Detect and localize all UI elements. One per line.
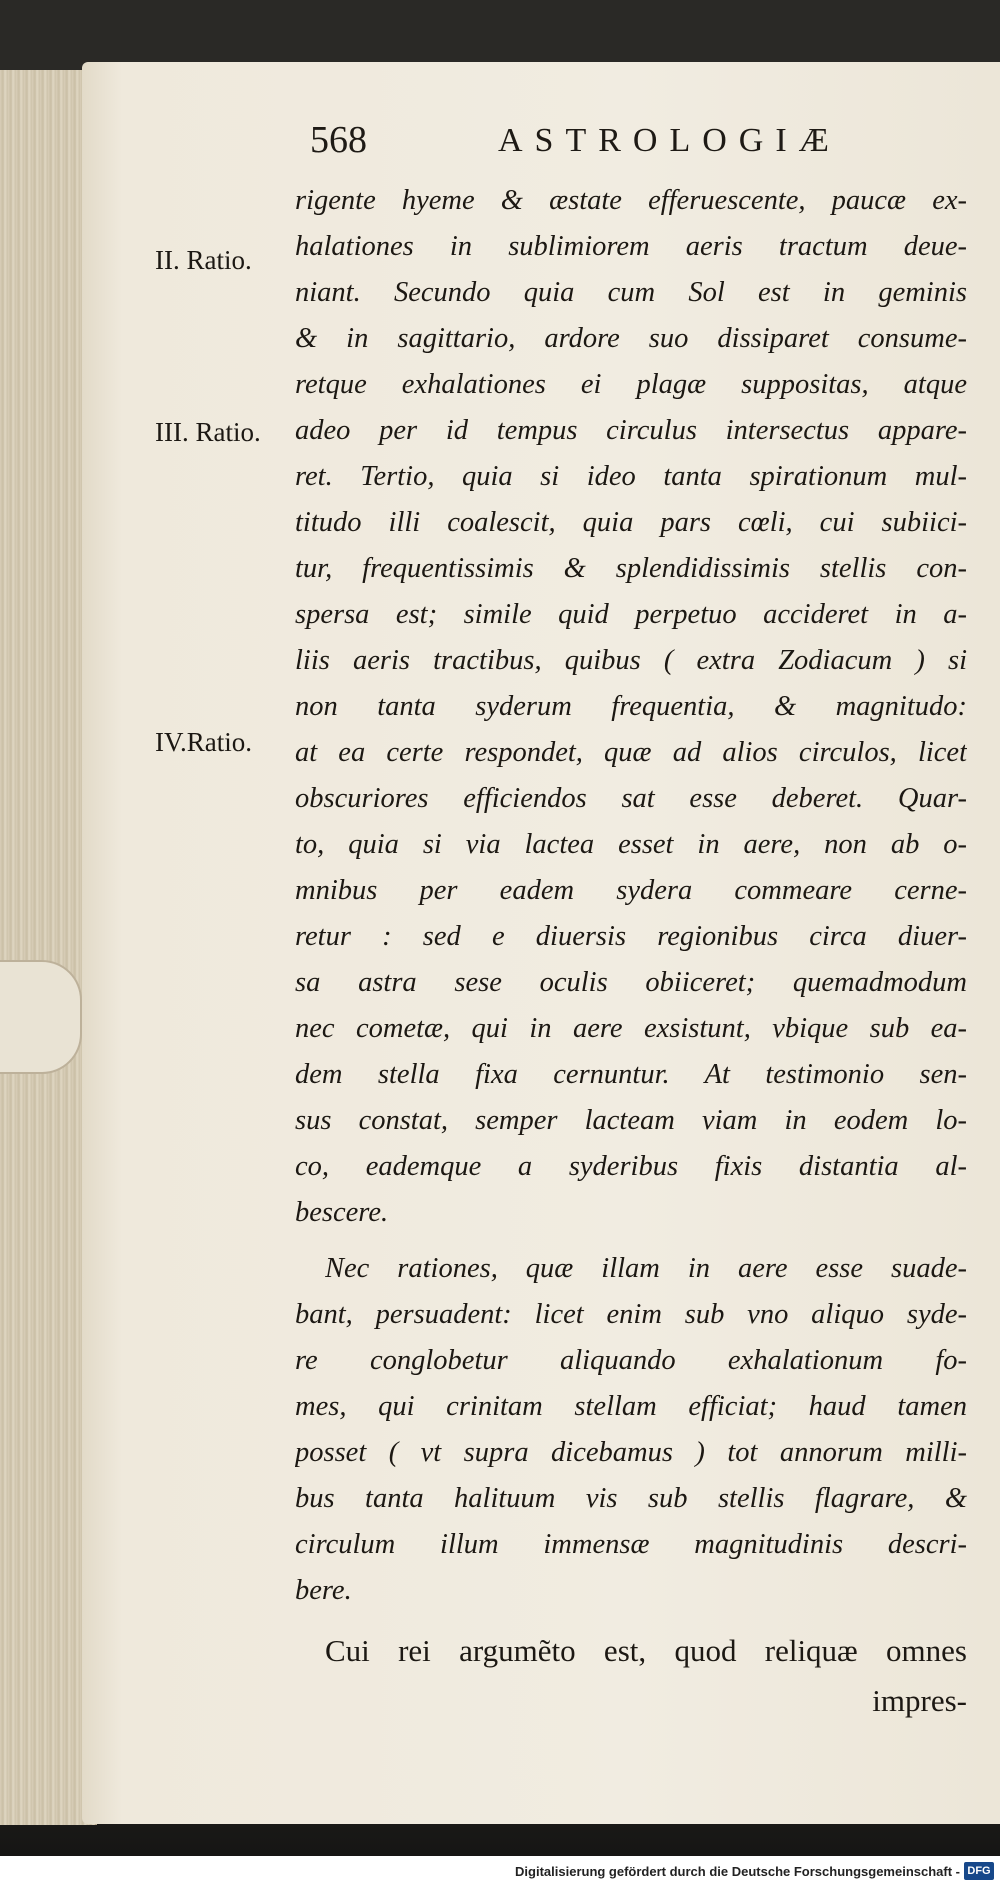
- catchword: impres-: [872, 1683, 967, 1718]
- text-line: bus tanta halituum vis sub stellis flagrare, &: [295, 1483, 967, 1514]
- text-line: halationes in sublimiorem aeris tractum deue-: [295, 231, 967, 262]
- dfg-logo: DFG: [964, 1862, 994, 1880]
- margin-note-ratio-4: IV.Ratio.: [155, 727, 253, 757]
- text-line: liis aeris tractibus, quibus ( extra Zodiacum ) si: [295, 645, 967, 676]
- text-line: co, eademque a syderibus fixis distantia al-: [295, 1151, 967, 1182]
- margin-note-ratio-2: II. Ratio.: [155, 245, 252, 275]
- text-line: to, quia si via lactea esset in aere, non ab o-: [295, 829, 967, 860]
- digitization-credit: Digitalisierung gefördert durch die Deutsche Forschungsgemeinschaft -: [515, 1864, 960, 1879]
- book-clasp: [0, 960, 82, 1074]
- margin-note-ratio-3: III. Ratio.: [155, 417, 261, 447]
- page-number: 568: [310, 119, 367, 161]
- text-line: & in sagittario, ardore suo dissiparet consume-: [295, 323, 967, 354]
- text-line: tur, frequentissimis & splendidissimis stellis con-: [295, 553, 967, 584]
- text-line: re conglobetur aliquando exhalationum fo-: [295, 1345, 967, 1376]
- text-line: rigente hyeme & æstate efferuescente, paucæ ex-: [295, 185, 967, 216]
- text-line: retur : sed e diuersis regionibus circa diuer-: [295, 921, 967, 952]
- text-line: posset ( vt supra dicebamus ) tot annorum milli-: [295, 1437, 967, 1468]
- text-line: spersa est; simile quid perpetuo accideret in a-: [295, 599, 967, 630]
- text-line: adeo per id tempus circulus intersectus appare-: [295, 415, 967, 446]
- text-line: sa astra sese oculis obiiceret; quemadmodum: [295, 967, 967, 998]
- text-line: retque exhalationes ei plagæ suppositas, atque: [295, 369, 967, 400]
- text-line: mnibus per eadem sydera commeare cerne-: [295, 875, 967, 906]
- text-line: mes, qui crinitam stellam efficiat; haud tamen: [295, 1391, 967, 1422]
- text-line: Cui rei argumẽto est, quod reliquæ omnes: [325, 1633, 967, 1668]
- text-line: ret. Tertio, quia si ideo tanta spirationum mul-: [295, 461, 967, 492]
- text-line: bescere.: [295, 1197, 389, 1228]
- running-head: ASTROLOGIÆ: [498, 122, 841, 159]
- text-line: bere.: [295, 1575, 352, 1606]
- text-line: non tanta syderum frequentia, & magnitudo:: [295, 691, 967, 722]
- text-line: Nec rationes, quæ illam in aere esse suade-: [325, 1253, 967, 1284]
- text-line: niant. Secundo quia cum Sol est in geminis: [295, 277, 967, 308]
- text-line: at ea certe respondet, quæ ad alios circulos, licet: [295, 737, 967, 768]
- text-line: obscuriores efficiendos sat esse deberet. Quar-: [295, 783, 967, 814]
- text-line: circulum illum immensæ magnitudinis descri-: [295, 1529, 967, 1560]
- text-line: dem stella fixa cernuntur. At testimonio sen-: [295, 1059, 967, 1090]
- text-line: titudo illi coalescit, quia pars cœli, cui subiici-: [295, 507, 967, 538]
- text-line: nec cometæ, qui in aere exsistunt, vbique sub ea-: [295, 1013, 967, 1044]
- text-line: bant, persuadent: licet enim sub vno aliquo syde-: [295, 1299, 967, 1330]
- text-line: sus constat, semper lacteam viam in eodem lo-: [295, 1105, 967, 1136]
